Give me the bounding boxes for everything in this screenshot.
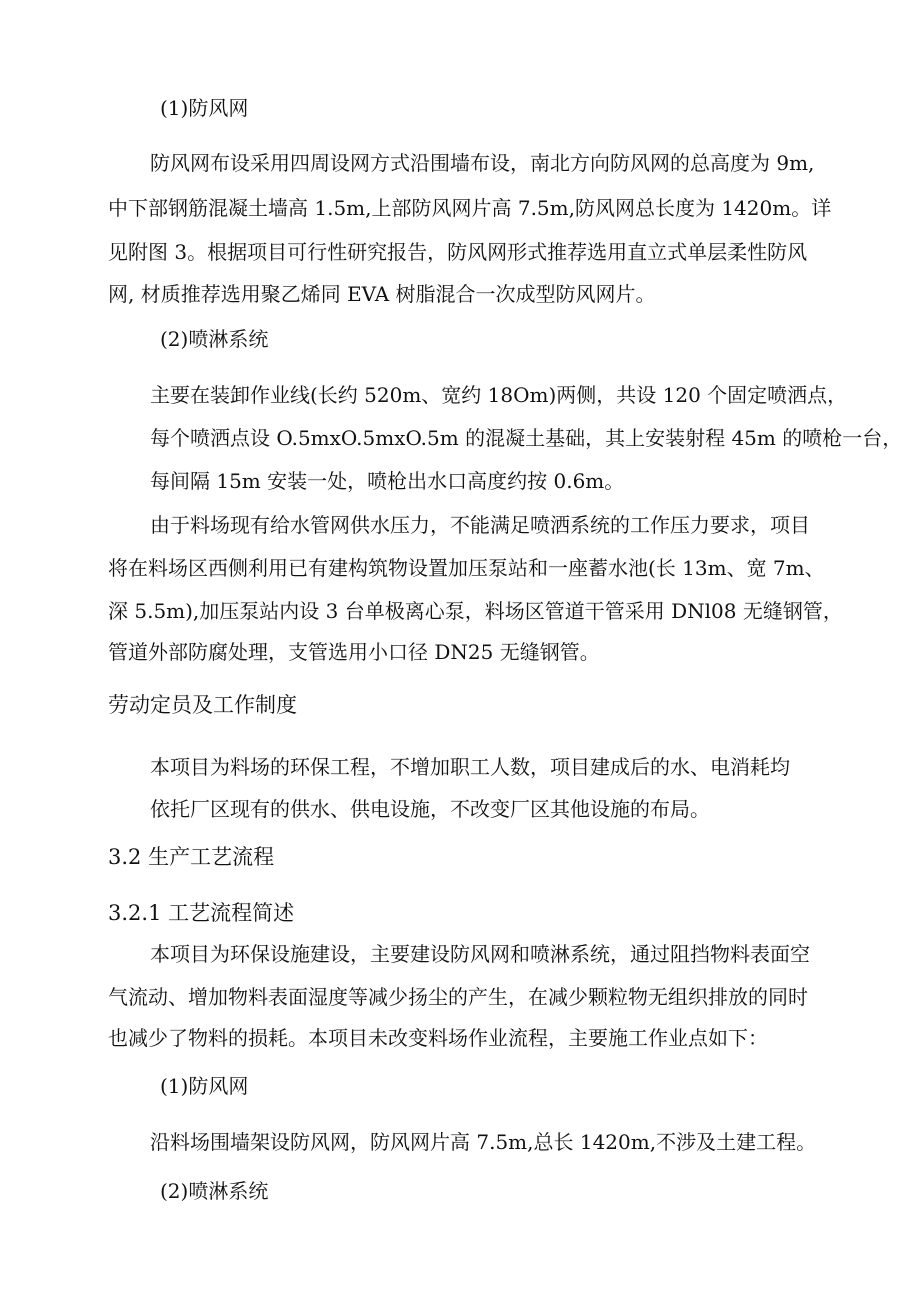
section-heading-staffing: 劳动定员及工作制度 [108,693,297,717]
section-heading-3-2-1: 3.2.1 工艺流程简述 [108,901,295,925]
paragraph-line: 网, 材质推荐选用聚乙烯同 EVA 树脂混合一次成型防风网片。 [108,282,656,306]
paragraph-line: 由于料场现有给水管网供水压力，不能满足喷洒系统的工作压力要求，项目 [150,513,810,537]
paragraph-line: 深 5.5m),加压泵站内设 3 台单极离心泵，料场区管道干管采用 DNl08 无缝钢管， [108,599,843,623]
paragraph-line: 本项目为料场的环保工程，不增加职工人数，项目建成后的水、电消耗均 [150,755,790,779]
paragraph-line: 防风网布设采用四周设网方式沿围墙布设，南北方向防风网的总高度为 9m, [150,151,815,175]
subsection-windbreak-net: (1)防风网 [160,96,249,120]
paragraph-line: 见附图 3。根据项目可行性研究报告，防风网形式推荐选用直立式单层柔性防风 [108,240,808,264]
paragraph-line: 气流动、增加物料表面湿度等减少扬尘的产生，在减少颗粒物无组织排放的同时 [108,985,808,1009]
subsection-spray-system: (2)喷淋系统 [160,327,269,351]
paragraph-line: 沿料场围墙架设防风网，防风网片高 7.5m,总长 1420m,不涉及土建工程。 [150,1130,817,1154]
subsection-spray-system: (2)喷淋系统 [160,1179,269,1203]
paragraph-line: 依托厂区现有的供水、供电设施，不改变厂区其他设施的布局。 [150,797,710,821]
paragraph-line: 每间隔 15m 安装一处，喷枪出水口高度约按 0.6m。 [150,469,625,493]
paragraph-line: 每个喷洒点设 O.5mxO.5mxO.5m 的混凝土基础，其上安装射程 45m 的喷枪一台， [150,426,903,450]
paragraph-line: 也减少了物料的损耗。本项目未改变料场作业流程，主要施工作业点如下： [108,1026,768,1050]
paragraph-line: 将在料场区西侧利用已有建构筑物设置加压泵站和一座蓄水池(长 13m、宽 7m、 [108,556,825,580]
paragraph-line: 中下部钢筋混凝土墙高 1.5m,上部防风网片高 7.5m,防风网总长度为 1420m。详 [108,196,832,220]
paragraph-line: 主要在装卸作业线(长约 520m、宽约 18Om)两侧，共设 120 个固定喷洒点， [150,383,848,407]
subsection-windbreak-net: (1)防风网 [160,1074,249,1098]
paragraph-line: 本项目为环保设施建设，主要建设防风网和喷淋系统，通过阻挡物料表面空 [150,942,810,966]
section-heading-3-2: 3.2 生产工艺流程 [108,845,275,869]
paragraph-line: 管道外部防腐处理，支管选用小口径 DN25 无缝钢管。 [108,640,600,664]
